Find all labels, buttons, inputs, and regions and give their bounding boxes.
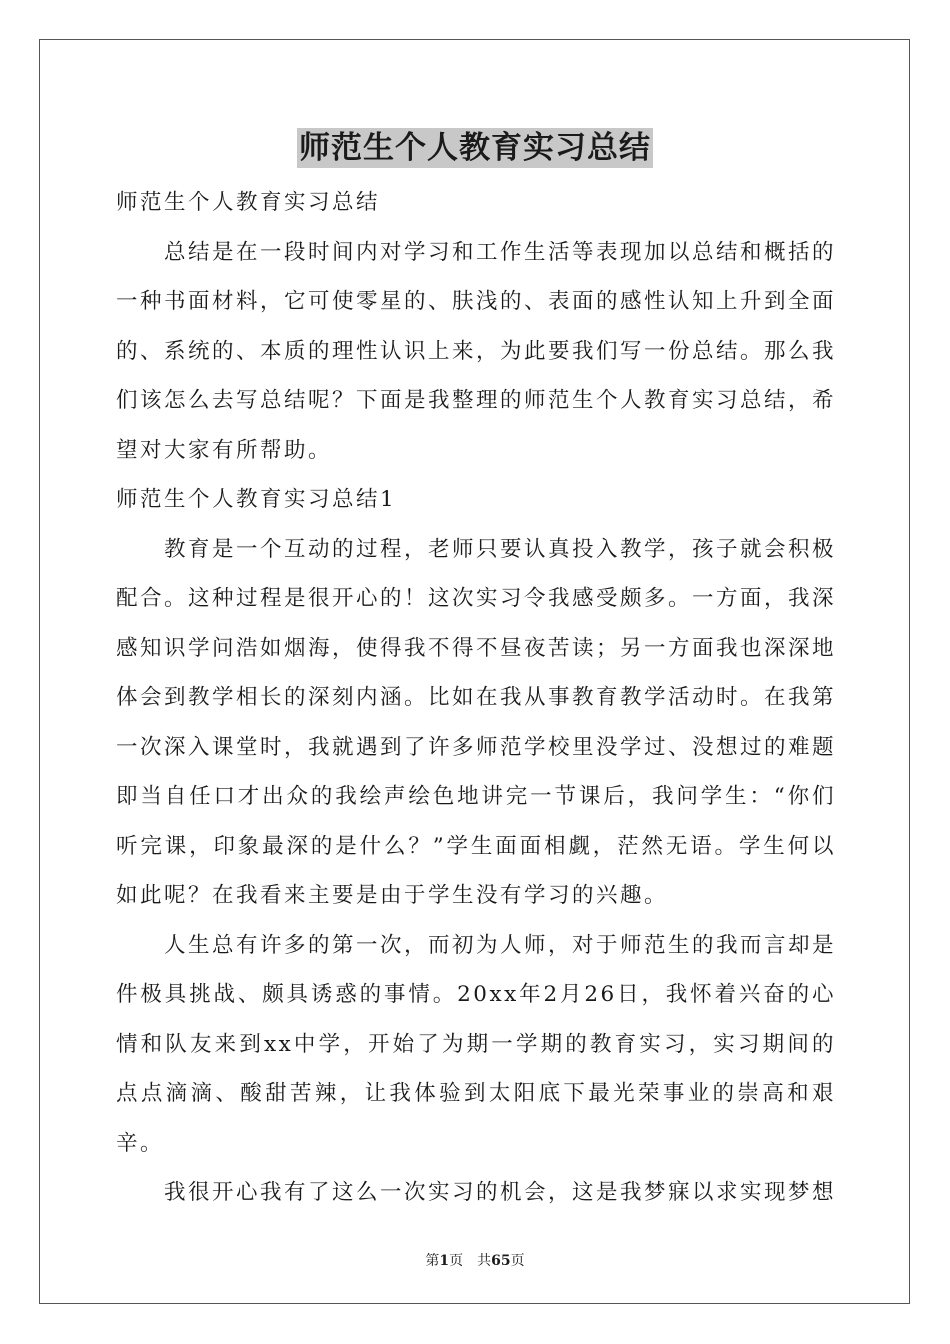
page-footer [0,1250,950,1270]
document-title: 师范生个人教育实习总结 [299,130,651,166]
page-middle: 页 共 [449,1253,492,1269]
title-container [0,128,950,168]
section-heading: 师范生个人教育实习总结1 [116,487,397,512]
document-body [116,178,836,1218]
body-paragraph-1: 教育是一个互动的过程，老师只要认真投入教学，孩子就会积极配合。这种过程是很开心的！这次实习令我感受颇多。一方面，我深感知识学问浩如烟海，使得我不得不昼夜苦读；另一方面我也深深地体会到教学相长的深刻内涵。比如在我从事教育教学活动时。在我第一次深入课堂时，我就遇到了许多师范学校里没学过、没想过的难题即当自任口才出众的我绘声绘色地讲完一节课后，我问学生：“你们听完课，印象最深的是什么？”学生面面相觑，茫然无语。学生何以如此呢？在我看来主要是由于学生没有学习的兴趣。 [116,536,837,908]
document-subtitle: 师范生个人教育实习总结 [116,190,381,215]
page-total: 65 [491,1253,511,1269]
page-prefix: 第 [425,1253,440,1269]
page-suffix: 页 [510,1253,525,1269]
page-current: 1 [439,1253,450,1269]
intro-paragraph: 总结是在一段时间内对学习和工作生活等表现加以总结和概括的一种书面材料，它可使零星的、肤浅的、表面的感性认知上升到全面的、系统的、本质的理性认识上来，为此要我们写一份总结。那么我们该怎么去写总结呢？下面是我整理的师范生个人教育实习总结，希望对大家有所帮助。 [116,239,837,463]
body-paragraph-2: 人生总有许多的第一次，而初为人师，对于师范生的我而言却是件极具挑战、颇具诱惑的事情。20xx年2月26日，我怀着兴奋的心情和队友来到xx中学，开始了为期一学期的教育实习，实习期间的点点滴滴、酸甜苦辣，让我体验到太阳底下最光荣事业的崇高和艰辛。 [116,932,837,1156]
body-paragraph-3: 我很开心我有了这么一次实习的机会，这是我梦寐以求实现梦想 [164,1180,837,1205]
